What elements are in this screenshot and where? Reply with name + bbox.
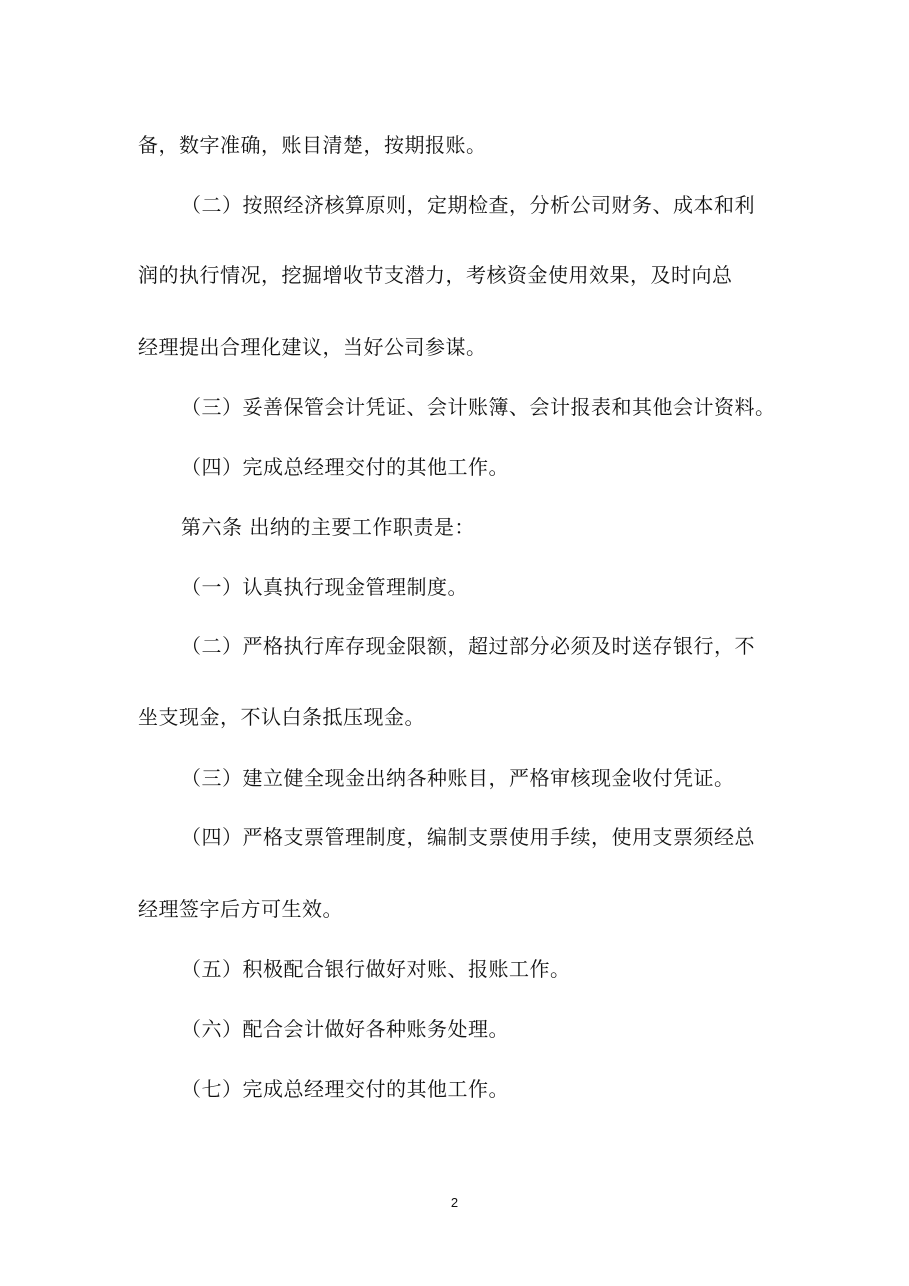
text-line-8: （一）认真执行现金管理制度。 bbox=[181, 575, 468, 599]
text-line-9: （二）严格执行库存现金限额，超过部分必须及时送存银行，不 bbox=[181, 634, 755, 658]
text-line-5: （三）妥善保管会计凭证、会计账簿、会计报表和其他会计资料。 bbox=[181, 395, 776, 419]
text-line-6: （四）完成总经理交付的其他工作。 bbox=[181, 455, 509, 479]
text-line-10: 坐支现金，不认白条抵压现金。 bbox=[138, 705, 425, 729]
text-line-12: （四）严格支票管理制度，编制支票使用手续，使用支票须经总 bbox=[181, 825, 755, 849]
text-line-2: （二）按照经济核算原则，定期检查，分析公司财务、成本和利 bbox=[181, 193, 755, 217]
page-number: 2 bbox=[450, 1195, 459, 1210]
text-line-14: （五）积极配合银行做好对账、报账工作。 bbox=[181, 957, 571, 981]
text-line-3: 润的执行情况，挖掘增收节支潜力，考核资金使用效果，及时向总 bbox=[138, 263, 733, 287]
text-line-7: 第六条 出纳的主要工作职责是： bbox=[181, 515, 475, 539]
text-line-13: 经理签字后方可生效。 bbox=[138, 897, 343, 921]
text-line-11: （三）建立健全现金出纳各种账目，严格审核现金收付凭证。 bbox=[181, 766, 735, 790]
text-line-16: （七）完成总经理交付的其他工作。 bbox=[181, 1077, 509, 1101]
text-line-4: 经理提出合理化建议，当好公司参谋。 bbox=[138, 335, 487, 359]
text-line-1: 备，数字准确，账目清楚，按期报账。 bbox=[138, 133, 487, 157]
text-line-15: （六）配合会计做好各种账务处理。 bbox=[181, 1017, 509, 1041]
